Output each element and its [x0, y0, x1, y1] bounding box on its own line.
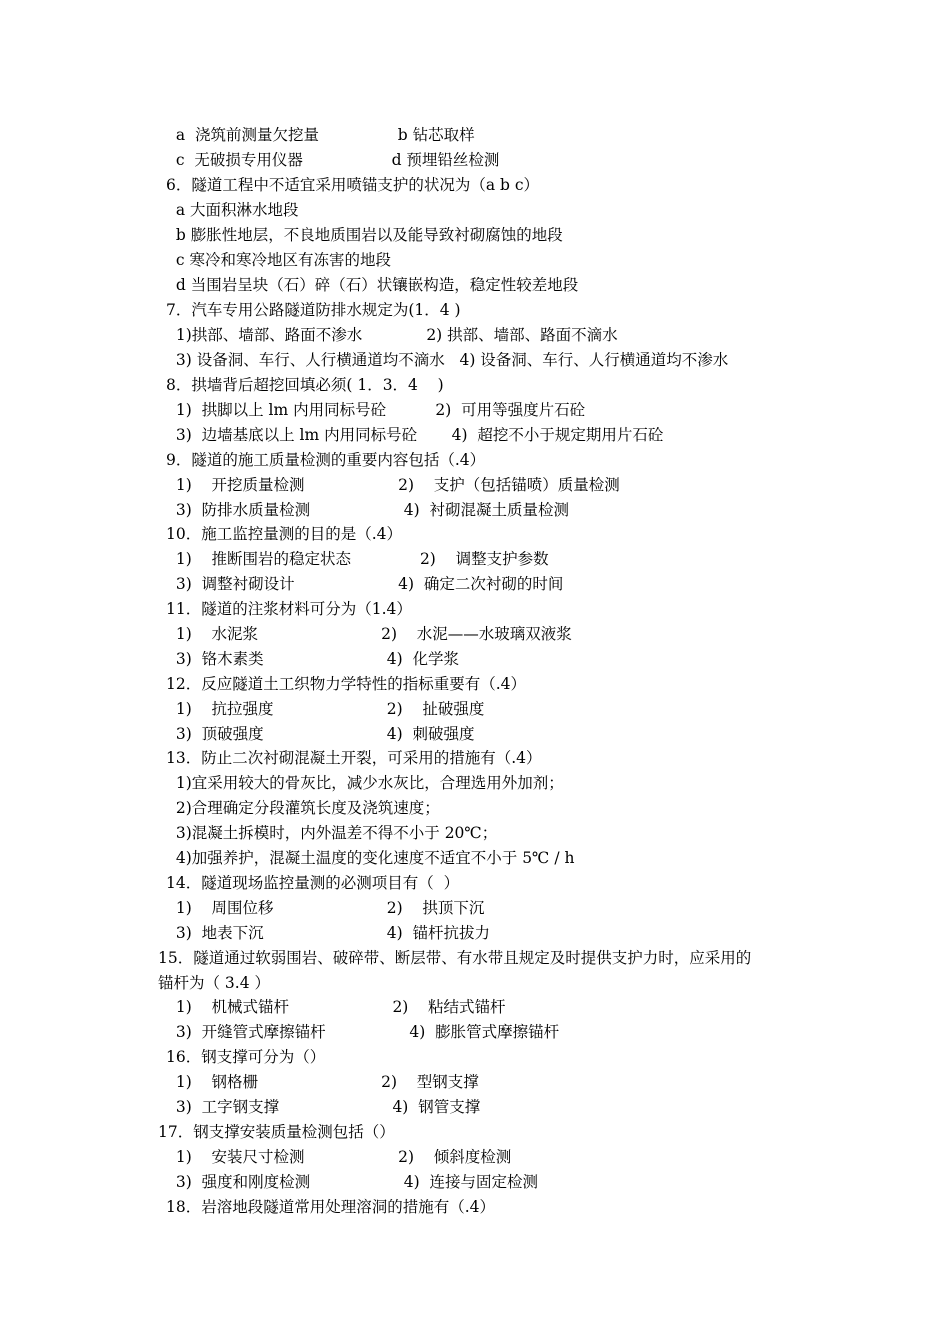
question-11: 11．隧道的注浆材料可分为（1.4）	[166, 600, 412, 618]
text-line: 2)合理确定分段灌筑长度及浇筑速度；	[166, 799, 440, 817]
question-7: 7．汽车专用公路隧道防排水规定为(1．4 )	[166, 301, 461, 319]
text-line: a 浇筑前测量欠挖量 b 钻芯取样	[166, 126, 475, 144]
text-line: 3) 设备洞、车行、人行横通道均不滴水 4) 设备洞、车行、人行横通道均不渗水	[166, 351, 729, 369]
text-line: 1) 钢格栅 2) 型钢支撑	[166, 1073, 479, 1091]
text-line: b 膨胀性地层，不良地质围岩以及能导致衬砌腐蚀的地段	[166, 226, 563, 244]
question-15: 15．隧道通过软弱围岩、破碎带、断层带、有水带且规定及时提供支护力时，应采用的	[158, 949, 752, 967]
question-9: 9．隧道的施工质量检测的重要内容包括（.4）	[166, 451, 486, 469]
text-line: d 当围岩呈块（石）碎（石）状镶嵌构造，稳定性较差地段	[166, 276, 579, 294]
text-line: 锚杆为（ 3.4 ）	[158, 974, 271, 992]
question-17: 17．钢支撑安装质量检测包括（）	[158, 1123, 395, 1141]
text-line: 1) 开挖质量检测 2) 支护（包括锚喷）质量检测	[166, 476, 620, 494]
question-6: 6．隧道工程中不适宜采用喷锚支护的状况为（a b c）	[166, 176, 540, 194]
text-line: 1)宜采用较大的骨灰比，减少水灰比，合理选用外加剂；	[166, 774, 564, 792]
text-line: 1) 抗拉强度 2) 扯破强度	[166, 700, 485, 718]
text-line: 3) 地表下沉 4) 锚杆抗拔力	[166, 924, 491, 942]
text-line: a 大面积淋水地段	[166, 201, 299, 219]
text-line: 1) 周围位移 2) 拱顶下沉	[166, 899, 485, 917]
text-line: 4)加强养护，混凝土温度的变化速度不适宜不小于 5℃ / h	[166, 849, 575, 867]
question-16: 16．钢支撑可分为（）	[166, 1048, 326, 1066]
question-8: 8．拱墙背后超挖回填必须( 1．3．4 )	[166, 376, 444, 394]
question-13: 13．防止二次衬砌混凝土开裂，可采用的措施有（.4）	[166, 749, 542, 767]
text-line: 3) 铬木素类 4) 化学浆	[166, 650, 460, 668]
text-line: 3) 边墙基底以上 lm 内用同标号砼 4) 超挖不小于规定期用片石砼	[166, 426, 664, 444]
text-line: 1) 机械式锚杆 2) 粘结式锚杆	[166, 998, 506, 1016]
text-line: 3) 工字钢支撑 4) 钢管支撑	[166, 1098, 481, 1116]
question-14: 14．隧道现场监控量测的必测项目有（ ）	[166, 874, 460, 892]
question-18: 18．岩溶地段隧道常用处理溶洞的措施有（.4）	[166, 1198, 496, 1216]
text-line: 1)拱部、墙部、路面不渗水 2) 拱部、墙部、路面不滴水	[166, 326, 618, 344]
text-line: 1) 水泥浆 2) 水泥——水玻璃双液浆	[166, 625, 572, 643]
text-line: 3) 调整衬砌设计 4) 确定二次衬砌的时间	[166, 575, 564, 593]
text-line: 1) 推断围岩的稳定状态 2) 调整支护参数	[166, 550, 549, 568]
question-12: 12．反应隧道土工织物力学特性的指标重要有（.4）	[166, 675, 527, 693]
text-line: c 寒冷和寒冷地区有冻害的地段	[166, 251, 391, 269]
question-10: 10．施工监控量测的目的是（.4）	[166, 525, 403, 543]
text-line: 1) 拱脚以上 lm 内用同标号砼 2) 可用等强度片石砼	[166, 401, 586, 419]
text-line: 1) 安装尺寸检测 2) 倾斜度检测	[166, 1148, 512, 1166]
text-line: 3) 顶破强度 4) 刺破强度	[166, 725, 475, 743]
text-line: 3)混凝土拆模时，内外温差不得不小于 20℃；	[166, 824, 498, 842]
text-line: c 无破损专用仪器 d 预埋铅丝检测	[166, 151, 500, 169]
text-line: 3) 防排水质量检测 4) 衬砌混凝土质量检测	[166, 501, 569, 519]
text-line: 3) 开缝管式摩擦锚杆 4) 膨胀管式摩擦锚杆	[166, 1023, 560, 1041]
text-line: 3) 强度和刚度检测 4) 连接与固定检测	[166, 1173, 538, 1191]
